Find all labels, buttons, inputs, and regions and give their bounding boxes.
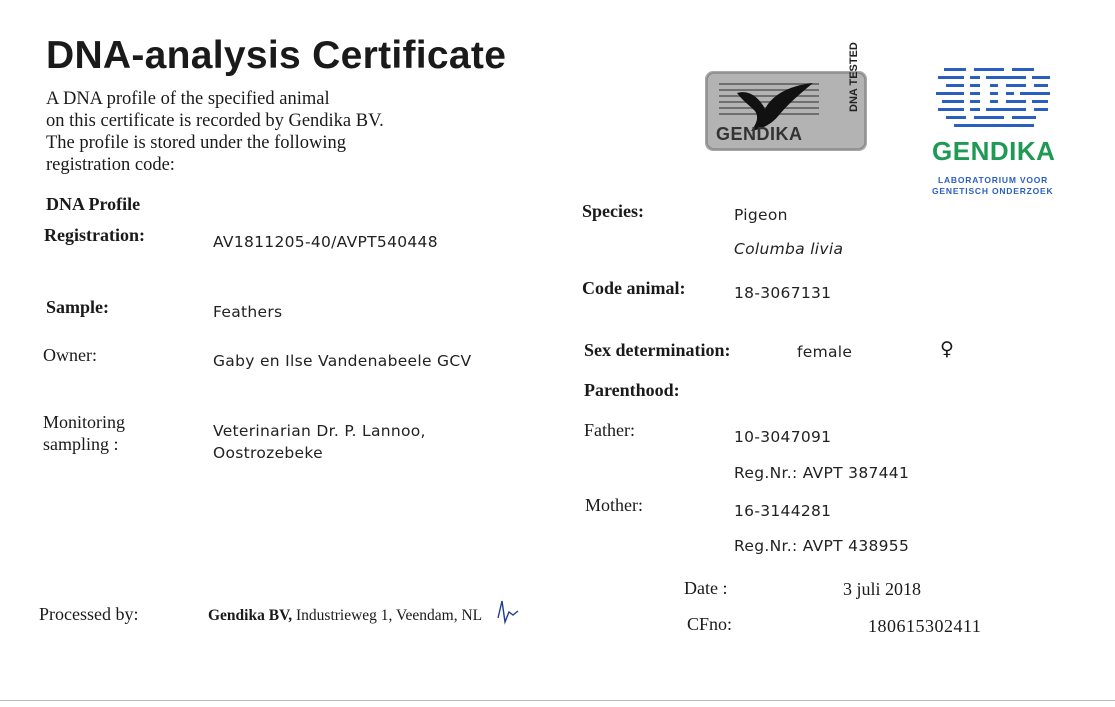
page-edge-line [0,700,1115,701]
gendika-logo-subline-1: LABORATORIUM VOOR [938,175,1049,185]
processed-by-label: Processed by: [39,604,139,624]
father-label: Father: [584,420,635,440]
company-name: Gendika BV, [208,607,293,624]
female-symbol-icon: ♀ [940,338,954,360]
signature-mark [496,598,522,628]
intro-line: on this certificate is recorded by Gendika BV. [46,111,384,131]
mother-label: Mother: [585,495,643,515]
gendika-logo-subline-2: GENETISCH ONDERZOEK [932,186,1054,196]
dna-pattern-icon [934,66,1056,132]
monitoring-label-line-1: Monitoring [43,412,126,432]
gendika-logo-name: GENDIKA [932,136,1056,166]
code-animal-value: 18-3067131 [734,284,832,302]
father-reg-value: Reg.Nr.: AVPT 387441 [734,464,910,482]
intro-text [46,88,384,176]
monitoring-value-line-1: Veterinarian Dr. P. Lannoo, [213,422,426,440]
owner-value: Gaby en Ilse Vandenabeele GCV [213,352,472,370]
cfno-value: 180615302411 [868,616,982,636]
registration-value: AV1811205-40/AVPT540448 [213,233,438,251]
dna-profile-heading: DNA Profile [46,194,141,214]
badge-brand-text: GENDIKA [716,124,803,144]
mother-value: 16-3144281 [734,502,832,520]
intro-line: registration code: [46,155,175,175]
sex-value: female [797,343,853,361]
registration-label: Registration: [44,225,145,245]
owner-label: Owner: [43,345,97,365]
cfno-label: CFno: [687,614,733,634]
date-label: Date : [684,578,728,598]
processed-by-value [208,607,482,625]
monitoring-label-line-2: sampling : [43,434,119,454]
species-common-value: Pigeon [734,206,788,224]
species-label: Species: [582,201,644,221]
gendika-logo-mark [934,66,1056,132]
certificate-title: DNA-analysis Certificate [46,34,507,77]
intro-line: The profile is stored under the following [46,133,347,153]
sex-determination-label: Sex determination: [584,340,731,360]
sample-label: Sample: [46,297,109,317]
intro-line: A DNA profile of the specified animal [46,89,330,109]
date-value: 3 juli 2018 [843,579,922,599]
company-address: Industrieweg 1, Veendam, NL [292,607,483,624]
badge-tested-text: DNA TESTED [848,42,860,112]
mother-reg-value: Reg.Nr.: AVPT 438955 [734,537,910,555]
sample-value: Feathers [213,303,283,321]
monitoring-value-line-2: Oostrozebeke [213,444,323,462]
code-animal-label: Code animal: [582,278,686,298]
father-value: 10-3047091 [734,428,832,446]
parenthood-label: Parenthood: [584,380,680,400]
species-latin-value: Columba livia [734,240,844,258]
